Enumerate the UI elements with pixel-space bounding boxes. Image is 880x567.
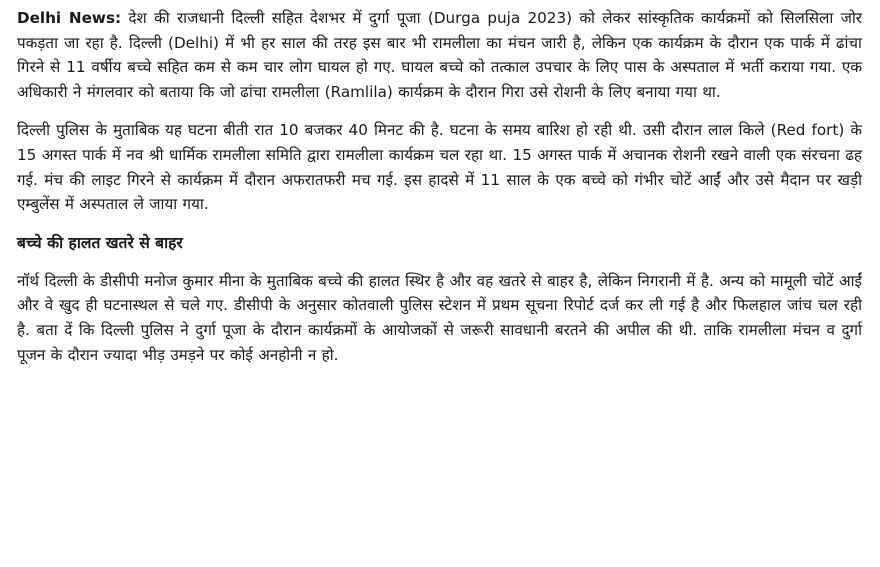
incident-paragraph: दिल्ली पुलिस के मुताबिक यह घटना बीती रात 10 बजकर 40 मिनट की है. घटना के समय बारिश हो रही थी. उसी दौरान लाल किले (Red fort) के 15 अगस्त पार्क में नव श्री धार्मिक रामलीला समिति द्वारा रामलीला कार्यक्रम चल रहा था. 15 अगस्त पार्क में अचानक रोशनी रखने वाली एक संरचना ढह गई. मंच की लाइट गिरने से कार्यक्रम में दौरान अफरातफरी मच गई. इस हादसे में 11 साल के एक बच्चे को गंभीर चोटें आईं और उसे मैदान पर खड़ी एम्बुलेंस में अस्पताल ले जाया गया. [17, 121, 862, 214]
intro-paragraph [17, 6, 862, 104]
intro-text: देश की राजधानी दिल्ली सहित देशभर में दुर्गा पूजा (Durga puja 2023) को लेकर सांस्कृतिक कार्यक्रमों को सिलसिला जोर पकड़ता जा रहा है. दिल्ली (Delhi) में भी हर साल की तरह इस बार भी रामलीला का मंचन जारी है, लेकिन एक कार्यक्रम के दौरान एक पार्क में ढांचा गिरने से 11 वर्षीय बच्चे सहित कम से कम चार लोग घायल हो गए. घायल बच्चे को तत्काल उपचार के लिए पास के अस्पताल में भर्ती कराया गया. एक अधिकारी ने मंगलवार को बताया कि जो ढांचा रामलीला (Ramlila) कार्यक्रम के दौरान गिरा उसे रोशनी के लिए बनाया गया था. [17, 9, 863, 101]
section-subheading: बच्चे की हालत खतरे से बाहर [17, 233, 183, 252]
dateline-lead: Delhi News: [17, 9, 122, 27]
condition-paragraph: नॉर्थ दिल्ली के डीसीपी मनोज कुमार मीना के मुताबिक बच्चे की हालत स्थिर है और वह खतरे से बाहर है, लेकिन निगरानी में है. अन्य को मामूली चोटें आईं और वे खुद ही घटनास्थल से चले गए. डीसीपी के अनुसार कोतवाली पुलिस स्टेशन में प्रथम सूचना रिपोर्ट दर्ज कर ली गई है और फिलहाल जांच चल रही है. बता दें कि दिल्ली पुलिस ने दुर्गा पूजा के दौरान कार्यक्रमों के आयोजकों से जरूरी सावधानी बरतने की अपील की थी. ताकि रामलीला मंचन व दुर्गा पूजन के दौरान ज्यादा भीड़ उमड़ने पर कोई अनहोनी न हो. [17, 271, 862, 364]
